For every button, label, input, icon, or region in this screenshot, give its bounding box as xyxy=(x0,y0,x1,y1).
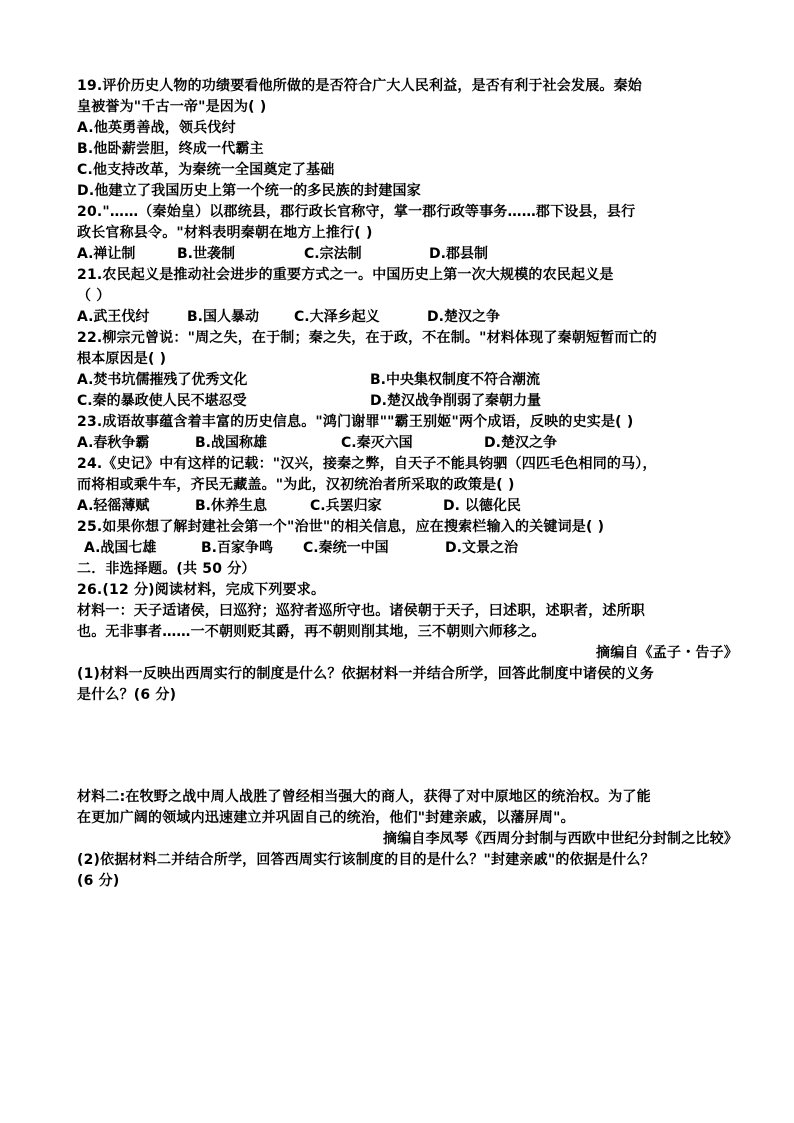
q25-stem-line1: 25.如果你想了解封建社会第一个"治世"的相关信息，应在搜索栏输入的关键词是( ) xyxy=(77,519,605,535)
q21-option-a: A.武王伐纣 xyxy=(77,309,150,325)
q22-option-d: D.楚汉战争削弱了秦朝力量 xyxy=(370,393,541,409)
q25-option-d: D.文景之治 xyxy=(445,540,518,556)
q26-part2-line1: (2)依据材料二并结合所学，回答西周实行该制度的目的是什么？"封建亲戚"的依据是什么？ xyxy=(77,852,655,868)
q24-option-a: A.轻徭薄赋 xyxy=(77,498,150,514)
q19-option-b: B.他卧薪尝胆，终成一代霸主 xyxy=(77,141,264,157)
q22-stem-line2: 根本原因是( ) xyxy=(77,351,167,367)
q24-stem-line2: 而将相或乘牛车，齐民无藏盖。"为此，汉初统治者所采取的政策是( ) xyxy=(77,477,515,493)
q26-material2-line2: 在更加广阔的领域内迅速建立并巩固自己的统治，他们"封建亲戚，以藩屏周"。 xyxy=(77,810,575,826)
q23-option-a: A.春秋争霸 xyxy=(77,435,150,451)
q20-option-d: D.郡县制 xyxy=(429,246,488,262)
q26-material2-line1: 材料二:在牧野之战中周人战胜了曾经相当强大的商人，获得了对中原地区的统治权。为了能 xyxy=(77,789,651,805)
q24-option-b: B.休养生息 xyxy=(195,498,267,514)
q21-stem-line1: 21.农民起义是推动社会进步的重要方式之一。中国历史上第一次大规模的农民起义是 xyxy=(77,267,614,283)
q26-material1-source: 摘编自《孟子・告子》 xyxy=(596,645,738,661)
q20-option-a: A.禅让制 xyxy=(77,246,136,262)
q21-stem-line2: （ ） xyxy=(77,288,111,304)
q22-option-a: A.焚书坑儒摧残了优秀文化 xyxy=(77,372,248,388)
q23-stem-line1: 23.成语故事蕴含着丰富的历史信息。"鸿门谢罪""霸王别姬"两个成语，反映的史实是( ) xyxy=(77,414,634,430)
q26-part1-line2: 是什么？(6 分) xyxy=(77,687,177,703)
q20-option-c: C.宗法制 xyxy=(304,246,362,262)
q24-stem-line1: 24.《史记》中有这样的记载："汉兴，接秦之弊，自天子不能具钧驷（四匹毛色相同的马）， xyxy=(77,456,657,472)
section-heading: 二．非选择题。(共 50 分） xyxy=(77,561,256,577)
q19-option-a: A.他英勇善战，领兵伐纣 xyxy=(77,120,236,136)
q19-option-c: C.他支持改革，为秦统一全国奠定了基础 xyxy=(77,162,335,178)
q26-intro: 26.(12 分)阅读材料，完成下列要求。 xyxy=(77,582,326,598)
q21-option-c: C.大泽乡起义 xyxy=(294,309,380,325)
q22-option-c: C.秦的暴政使人民不堪忍受 xyxy=(77,393,247,409)
q21-option-d: D.楚汉之争 xyxy=(427,309,500,325)
q23-option-d: D.楚汉之争 xyxy=(484,435,557,451)
q23-option-c: C.秦灭六国 xyxy=(341,435,413,451)
q22-option-b: B.中央集权制度不符合潮流 xyxy=(370,372,540,388)
q20-option-b: B.世袭制 xyxy=(177,246,235,262)
q25-option-c: C.秦统一中国 xyxy=(303,540,389,556)
q25-option-a: A.战国七雄 xyxy=(84,540,157,556)
q26-part2-line2: (6 分) xyxy=(77,873,120,889)
q25-option-b: B.百家争鸣 xyxy=(201,540,273,556)
q26-material2-source: 摘编自李凤琴《西周分封制与西欧中世纪分封制之比较》 xyxy=(383,831,738,847)
q24-option-d: D. 以德化民 xyxy=(443,498,521,514)
q20-stem-line2: 政长官称县令。"材料表明秦朝在地方上推行( ) xyxy=(77,225,373,241)
q19-option-d: D.他建立了我国历史上第一个统一的多民族的封建国家 xyxy=(77,183,421,199)
q24-option-c: C.兵罢归家 xyxy=(310,498,382,514)
q26-material1-line1: 材料一：天子适诸侯，曰巡狩；巡狩者巡所守也。诸侯朝于天子，曰述职，述职者，述所职 xyxy=(77,603,645,619)
q19-stem-line1: 19.评价历史人物的功绩要看他所做的是否符合广大人民利益，是否有利于社会发展。秦始 xyxy=(77,78,642,94)
q22-stem-line1: 22.柳宗元曾说："周之失，在于制；秦之失，在于政，不在制。"材料体现了秦朝短暂而亡的 xyxy=(77,330,657,346)
q21-option-b: B.国人暴动 xyxy=(187,309,259,325)
q20-stem-line1: 20."……（秦始皇）以郡统县，郡行政长官称守，掌一郡行政等事务……郡下设县，县行 xyxy=(77,204,636,220)
q19-stem-line2: 皇被誉为"千古一帝"是因为( ) xyxy=(77,99,267,115)
q26-material1-line2: 也。无非事者……一不朝则贬其爵，再不朝则削其地，三不朝则六师移之。 xyxy=(77,624,546,640)
q23-option-b: B.战国称雄 xyxy=(195,435,267,451)
q26-part1-line1: (1)材料一反映出西周实行的制度是什么？依据材料一并结合所学，回答此制度中诸侯的义务 xyxy=(77,666,654,682)
